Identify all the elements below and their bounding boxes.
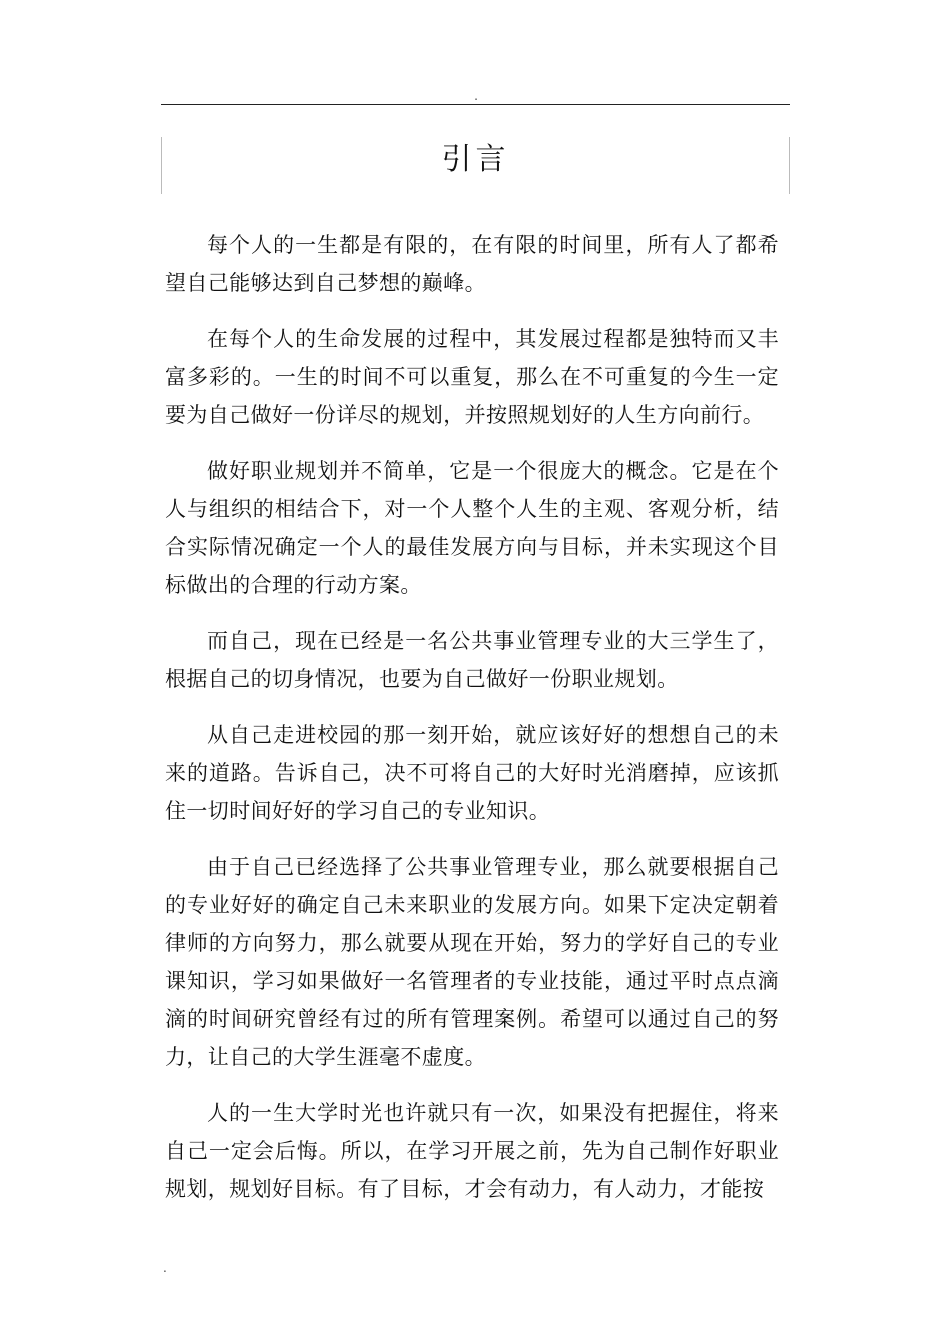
page-title: 引言 (441, 142, 510, 177)
document-body (165, 226, 779, 1226)
paragraph-1: 每个人的一生都是有限的，在有限的时间里，所有人了都希望自己能够达到自己梦想的巅峰。 (165, 233, 779, 295)
paragraph-7: 人的一生大学时光也许就只有一次，如果没有把握住，将来自己一定会后悔。所以，在学习开展之前，先为自己制作好职业规划，规划好目标。有了目标，才会有动力，有人动力，才能按 (165, 1101, 779, 1201)
paragraph-6: 由于自己已经选择了公共事业管理专业，那么就要根据自己的专业好好的确定自己未来职业的发展方向。如果下定决定朝着律师的方向努力，那么就要从现在开始，努力的学好自己的专业课知识，学习如果做好一名管理者的专业技能，通过平时点点滴滴的时间研究曾经有过的所有管理案例。希望可以通过自己的努力，让自己的大学生涯毫不虚度。 (165, 855, 779, 1069)
paragraph-4: 而自己，现在已经是一名公共事业管理专业的大三学生了，根据自己的切身情况，也要为自己做好一份职业规划。 (165, 629, 779, 691)
footer-marker: . (163, 1261, 167, 1275)
header-rule (161, 104, 790, 105)
paragraph-2: 在每个人的生命发展的过程中，其发展过程都是独特而又丰富多彩的。一生的时间不可以重复，那么在不可重复的今生一定要为自己做好一份详尽的规划，并按照规划好的人生方向前行。 (165, 327, 779, 427)
paragraph-3: 做好职业规划并不简单，它是一个很庞大的概念。它是在个人与组织的相结合下，对一个人整个人生的主观、客观分析，结合实际情况确定一个人的最佳发展方向与目标，并未实现这个目标做出的合理的行动方案。 (165, 459, 779, 597)
header-marker: . (474, 89, 478, 103)
paragraph-5: 从自己走进校园的那一刻开始，就应该好好的想想自己的未来的道路。告诉自己，决不可将自己的大好时光消磨掉，应该抓住一切时间好好的学习自己的专业知识。 (165, 723, 779, 823)
